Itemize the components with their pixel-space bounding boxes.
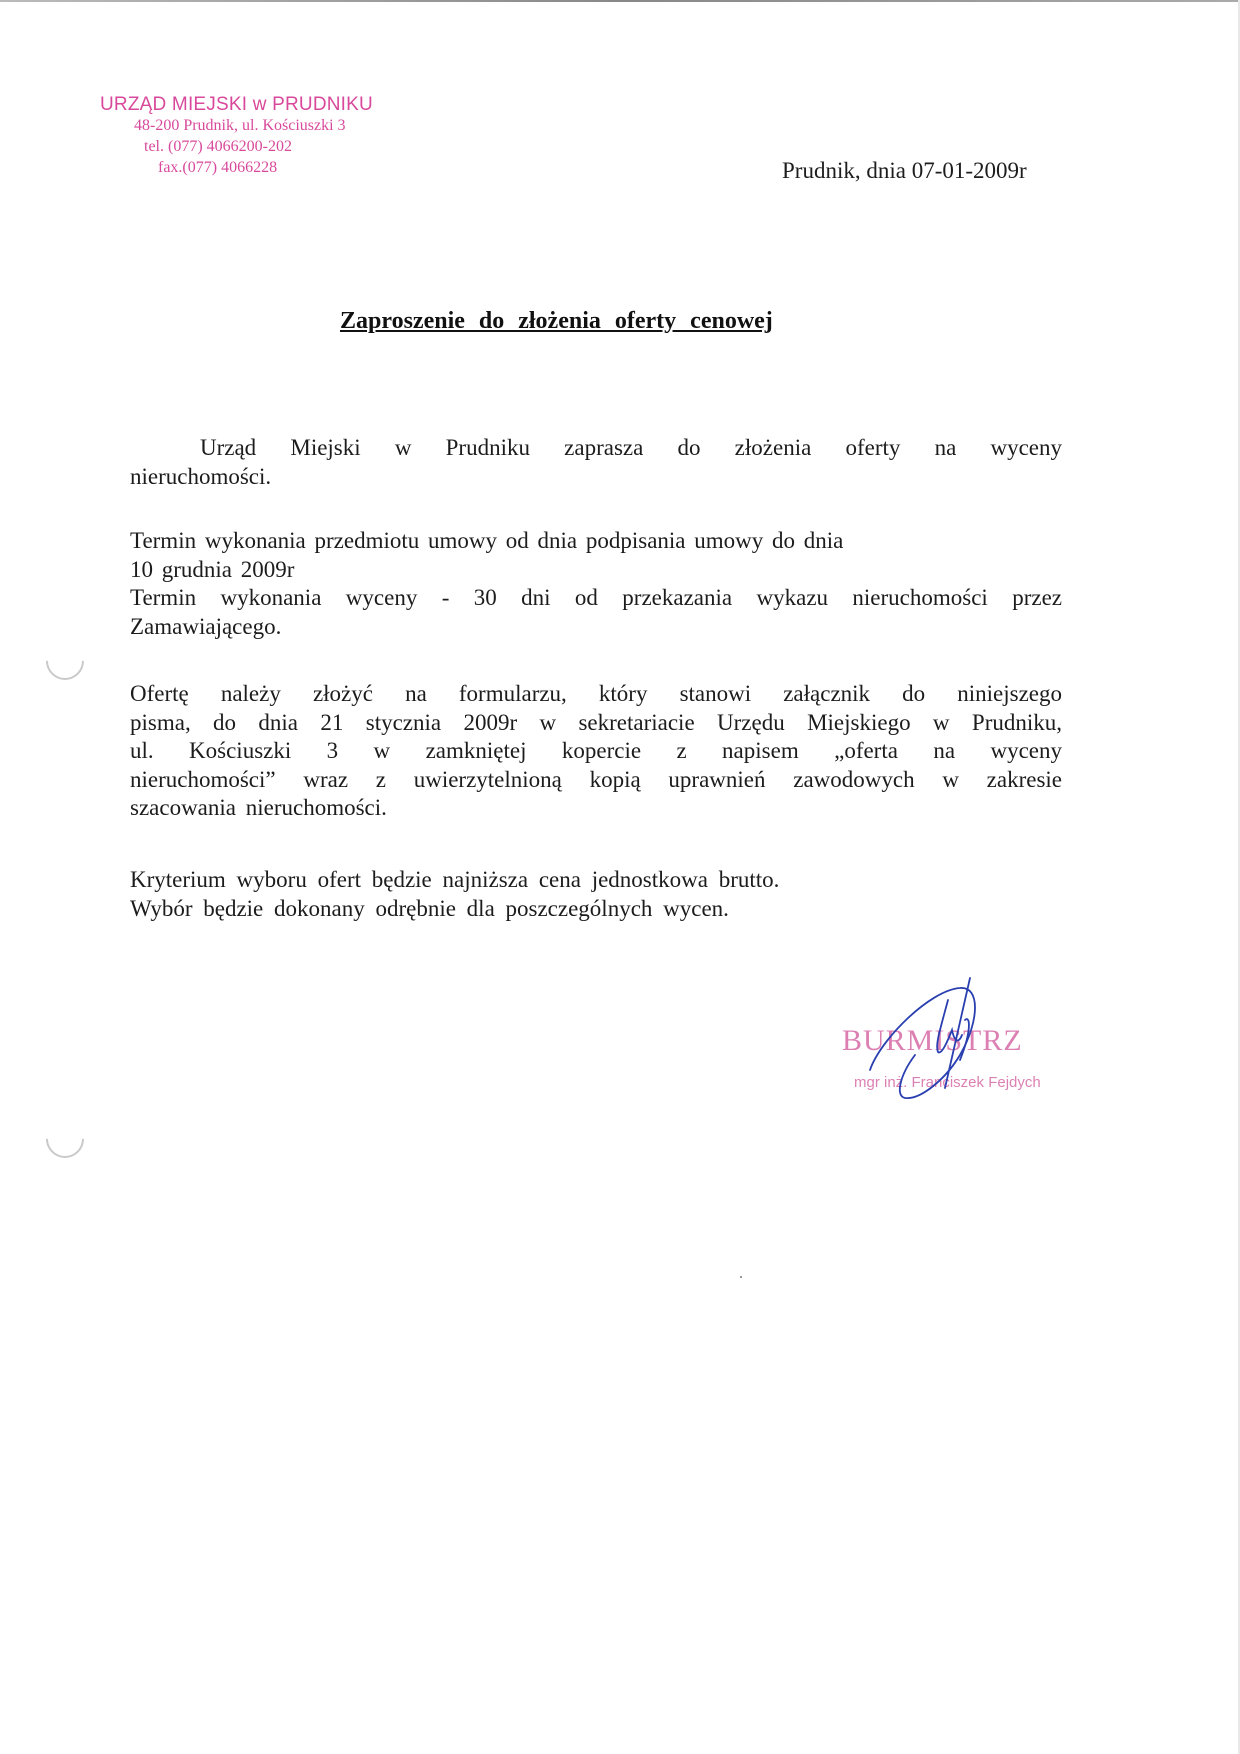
paragraph-criteria	[130, 866, 1062, 923]
letter-title: Zaproszenie do złożenia oferty cenowej	[340, 308, 773, 334]
mayor-stamp-name: mgr inż. Franciszek Fejdych	[854, 1074, 1041, 1091]
paragraph-line: nieruchomości.	[130, 463, 272, 489]
paragraph-line: ul. Kościuszki 3 w zamkniętej kopercie z napisem „oferta na wyceny	[130, 738, 1062, 763]
office-stamp	[100, 94, 400, 178]
paragraph-line: nieruchomości” wraz z uwierzytelnioną kopią uprawnień zawodowych w zakresie	[130, 766, 1062, 792]
handwritten-signature-icon	[820, 960, 1080, 1100]
mayor-stamp-title: BURMISTRZ	[842, 1024, 1023, 1057]
signature-block	[820, 960, 1080, 1100]
paragraph-line: Zamawiającego.	[130, 613, 282, 639]
punch-hole-mark	[38, 634, 92, 688]
paragraph-line: Wybór będzie dokonany odrębnie dla poszczególnych wycen.	[130, 895, 729, 921]
letter-date: Prudnik, dnia 07-01-2009r	[782, 158, 1027, 183]
paragraph-line: 10 grudnia 2009r	[130, 556, 295, 582]
punch-hole-mark	[38, 1112, 92, 1166]
scan-top-edge	[0, 0, 1240, 2]
paragraph-invitation	[130, 434, 1062, 491]
stamp-phone: tel. (077) 4066200-202	[144, 138, 292, 155]
paragraph-submission	[130, 680, 1062, 823]
paragraph-line: pisma, do dnia 21 stycznia 2009r w sekretariacie Urzędu Miejskiego w Prudniku,	[130, 709, 1062, 735]
paragraph-line: Kryterium wyboru ofert będzie najniższa cena jednostkowa brutto.	[130, 867, 780, 892]
stamp-fax: fax.(077) 4066228	[158, 159, 278, 176]
paragraph-line: szacowania nieruchomości.	[130, 795, 387, 820]
stamp-address: 48-200 Prudnik, ul. Kościuszki 3	[134, 117, 346, 134]
paragraph-line: Termin wykonania wyceny - 30 dni od przekazania wykazu nieruchomości przez	[130, 585, 1062, 610]
paragraph-line: Urząd Miejski w Prudniku zaprasza do złożenia oferty na wyceny	[200, 435, 1062, 460]
stamp-office-name: URZĄD MIEJSKI w PRUDNIKU	[100, 94, 373, 115]
scan-speck	[740, 1276, 742, 1278]
paragraph-line: Ofertę należy złożyć na formularzu, który stanowi załącznik do niniejszego	[130, 681, 1062, 706]
paragraph-deadlines	[130, 527, 1062, 641]
paragraph-line: Termin wykonania przedmiotu umowy od dnia podpisania umowy do dnia	[130, 528, 844, 553]
